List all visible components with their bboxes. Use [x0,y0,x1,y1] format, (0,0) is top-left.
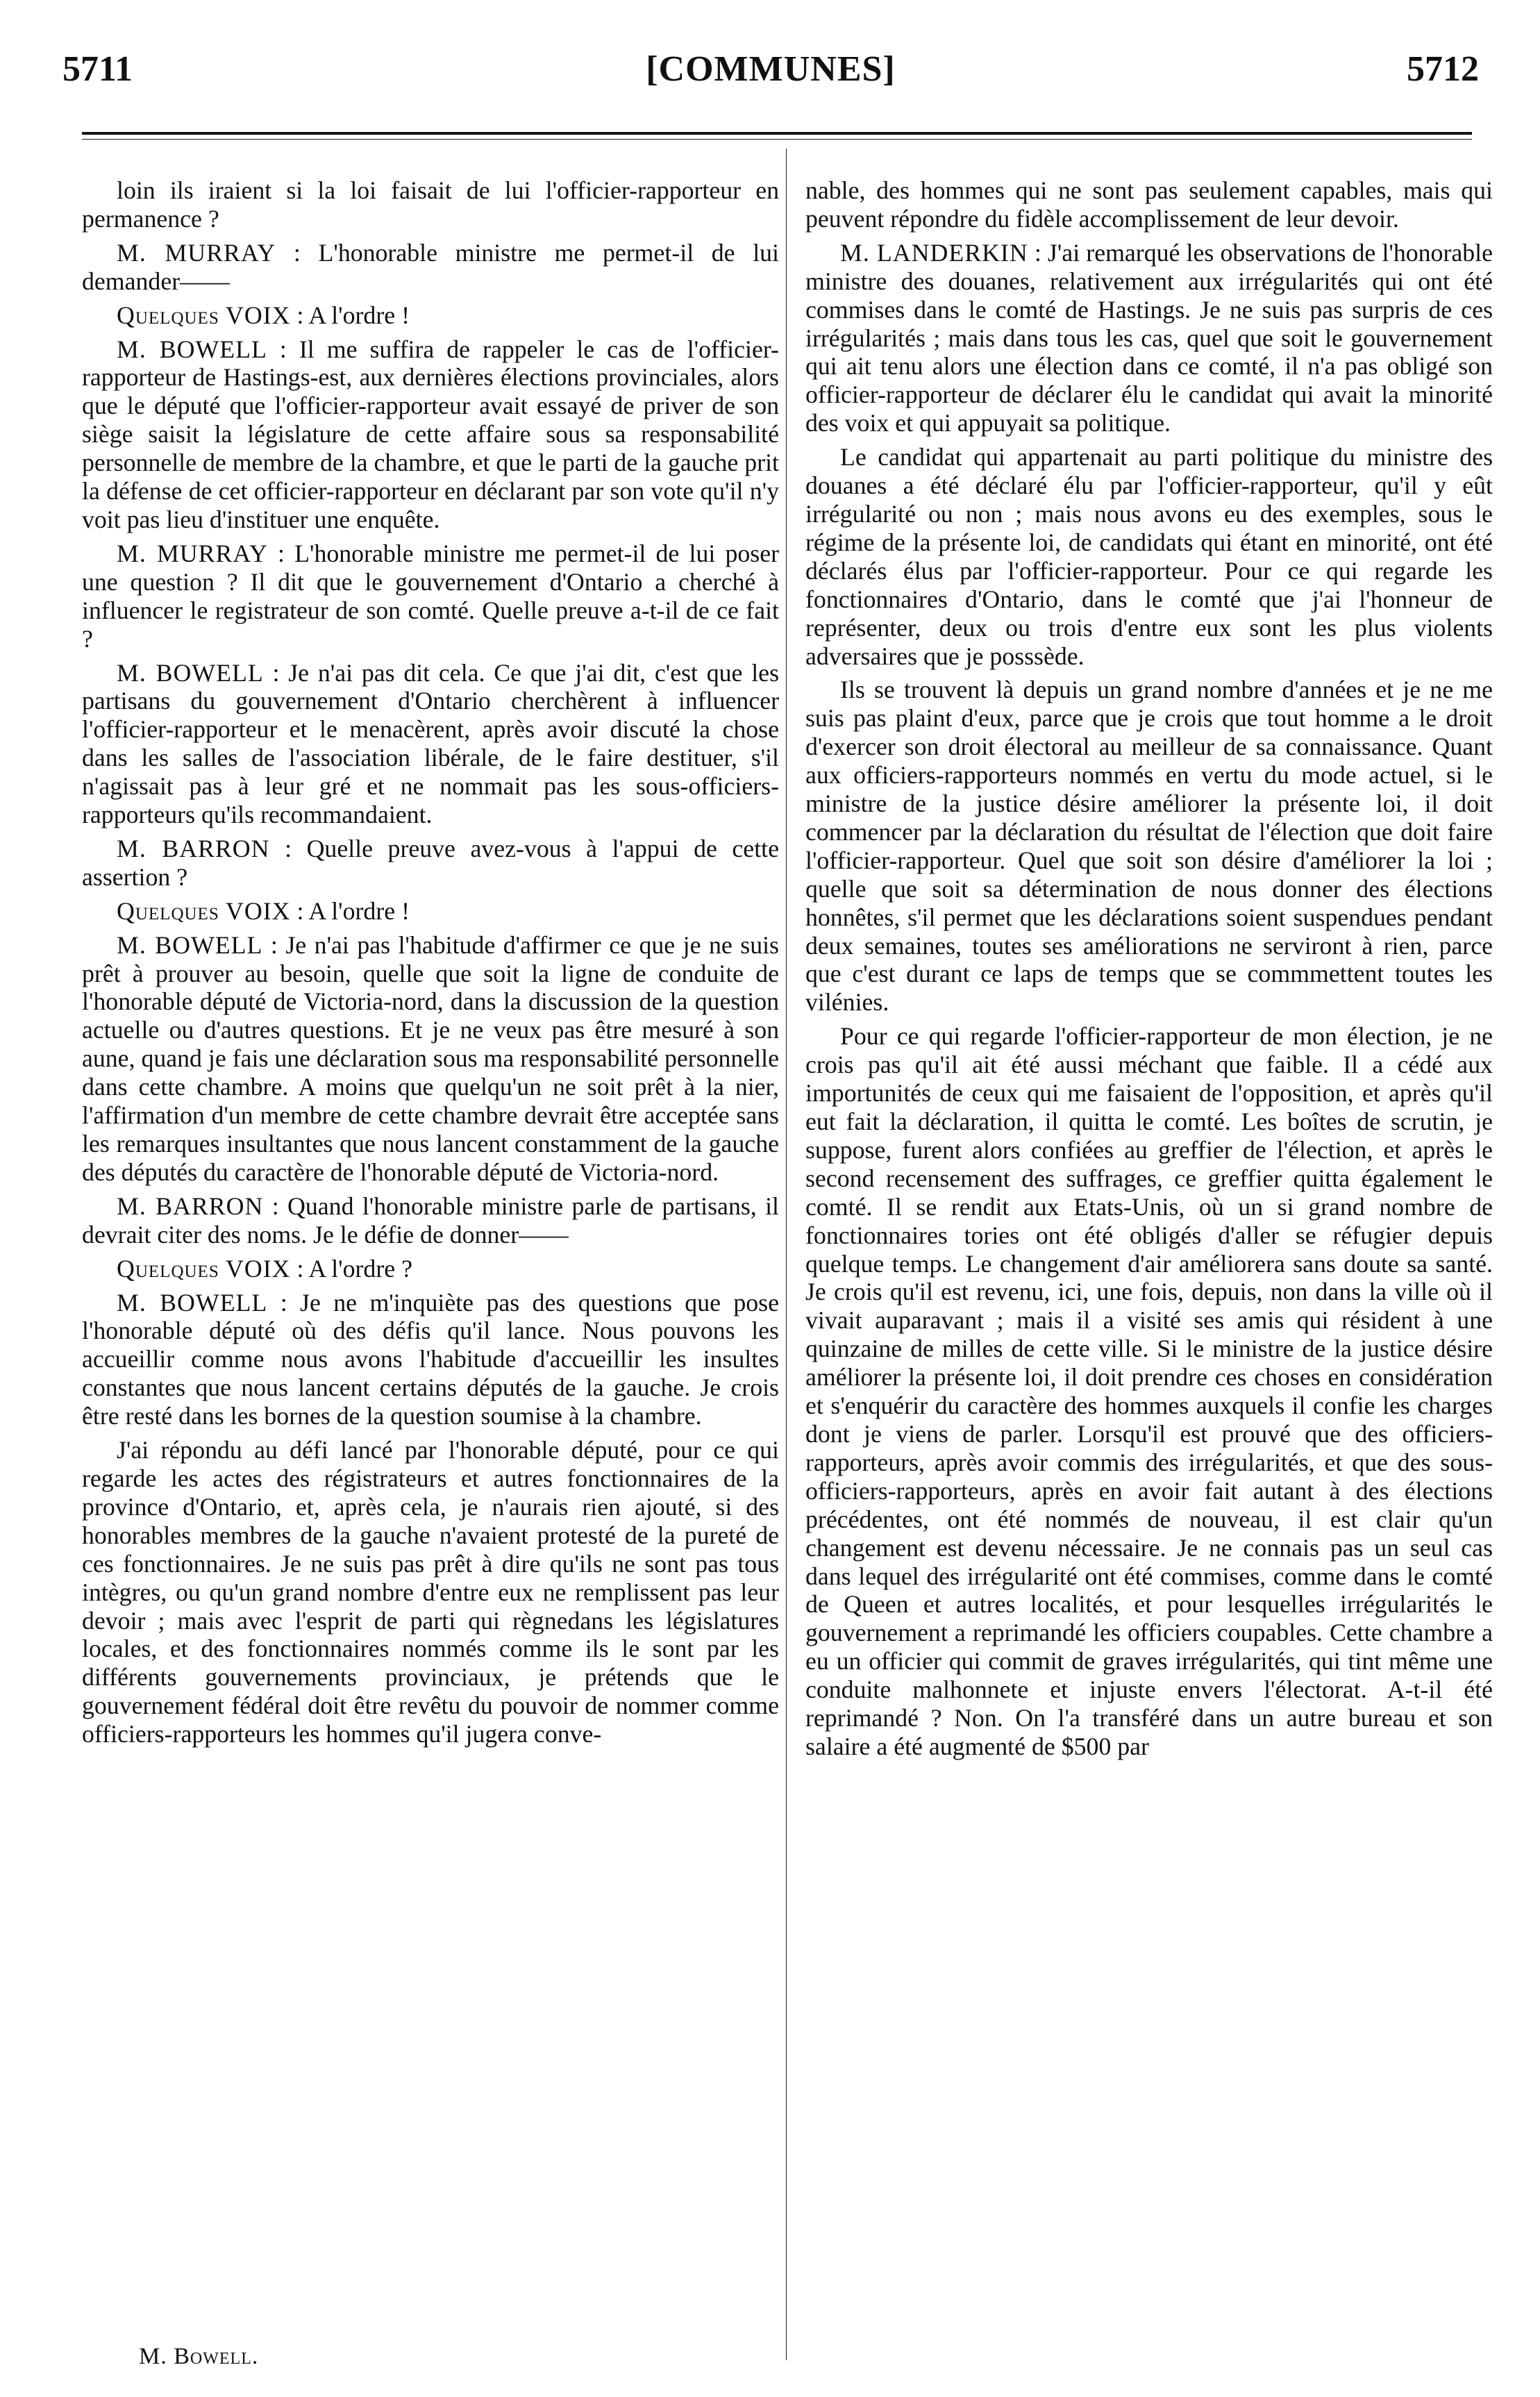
paragraph-text: Ils se trouvent là depuis un grand nombre d'années et je ne me suis pas plaint d'eux, parce que je crois que tout homme a le droit d'exercer son droit électoral au meilleur de sa connaissance. Quant aux officiers-rapporteurs nommés en vertu du mode actuel, si le ministre de la justice désire améliorer la présente loi, il doit commencer par la déclaration du résultat de l'élection que doit faire l'officier-rapporteur. Quel que soit son désire d'améliorer la loi ; quelle que soit sa détermination de nous donner des élections honnêtes, s'il permet que les déclarations soient suspendues pendant deux semaines, toutes ses améliorations ne serviront à rien, parce que c'est durant ce laps de temps que se commmettent toutes les vilénies. [805,676,1493,1017]
speaker-name: M. MURRAY [117,539,268,567]
page-header [62,49,1479,97]
speaker-name: M. MURRAY [117,238,276,267]
paragraph [805,676,1493,1017]
paragraph-text: A l'ordre ! [308,896,410,925]
paragraph: M. LANDERKIN : J'ai remarqué les observations de l'honorable ministre des douanes, relativement aux irrégularités qui ont été commises dans le comté de Hastings. Je ne suis pas surpris de ces irrégularités ; mais dans tous les cas, quel que soit le gouvernement qui ait tenu alors une élection dans ce comté, il n'a pas obligé son officier-rapporteur de déclarer élu le candidat qui avait la minorité des voix et qui appuyait sa politique. [805,238,1493,437]
paragraph: M. MURRAY : L'honorable ministre me permet-il de lui poser une question ? Il dit que le gouvernement d'Ontario a cherché à influencer le registrateur de son comté. Quelle preuve a-t-il de ce fait ? [82,539,779,653]
paragraph: M. BOWELL : Je n'ai pas dit cela. Ce que j'ai dit, c'est que les partisans du gouvernement d'Ontario cherchèrent à influencer l'officier-rapporteur et le menacèrent, après avoir discuté la chose dans les salles de l'association libérale, de le faire destituer, s'il n'agissait pas à leur gré et ne nommait pas les sous-officiers-rapporteurs qu'ils recommandaient. [82,658,779,829]
paragraph: M. BOWELL : Je ne m'inquiète pas des questions que pose l'honorable député où des défis qu'il lance. Nous pouvons les accueillir comme nous avons l'habitude d'accueillir les insultes constantes que nous lancent certains députés de la gauche. Je crois être resté dans les bornes de la question soumise à la chambre. [82,1288,779,1430]
speaker-name: M. LANDERKIN [840,238,1028,267]
paragraph-text: nable, des hommes qui ne sont pas seulement capables, mais qui peuvent répondre du fidèle accomplissement de leur devoir. [805,176,1493,233]
paragraph-text: L'honorable ministre me permet-il de lui poser une question ? Il dit que le gouvernement d'Ontario a cherché à influencer le registrateur de son comté. Quelle preuve a-t-il de ce fait ? [82,539,779,653]
page-number-right: 5712 [1407,49,1479,89]
paragraph-text: Quand l'honorable ministre parle de partisans, il devrait citer des noms. Je le défie de donner—— [82,1192,779,1248]
paragraph-text: Je n'ai pas l'habitude d'affirmer ce que je ne suis prêt à prouver au besoin, quelle que soit la ligne de conduite de l'honorable député de Victoria-nord, dans la discussion de la question actuelle ou d'autres questions. Et je ne veux pas être mesuré à son aune, quand je fais une déclaration sous ma responsabilité personnelle dans cette chambre. A moins que quelqu'un ne soit prêt à la nier, l'affirmation d'un membre de cette chambre devrait être acceptée sans les remarques insultantes que nous lancent constamment de la gauche des députés du caractère de l'honorable député de Victoria-nord. [82,930,779,1186]
speaker-name: Quelques VOIX [117,896,291,925]
speaker-name: M. BARRON [117,834,270,862]
paragraph [82,176,779,233]
paragraph [805,176,1493,233]
left-column [82,176,779,1754]
speaker-name: M. BOWELL [117,658,264,687]
paragraph-text: loin ils iraient si la loi faisait de lui l'officier-rapporteur en permanence ? [82,176,779,233]
paragraph: M. BARRON : Quelle preuve avez-vous à l'appui de cette assertion ? [82,834,779,891]
paragraph [805,1022,1493,1761]
speaker-name: Quelques VOIX [117,1254,291,1283]
speaker-name: Quelques VOIX [117,301,291,329]
paragraph: M. BOWELL : Il me suffira de rappeler le cas de l'officier-rapporteur de Hastings-est, aux dernières élections provinciales, alors que le député que l'officier-rapporteur avait essayé de priver de son siège saisit la législature de cette affaire sous sa responsabilité personnelle de membre de la chambre, et que le parti de la gauche prit la défense de cet officier-rapporteur en déclarant par son vote qu'il n'y voit pas lieu d'instituer une enquête. [82,335,779,533]
page-number-left: 5711 [62,49,133,89]
paragraph-text: Je n'ai pas dit cela. Ce que j'ai dit, c'est que les partisans du gouvernement d'Ontario cherchèrent à influencer l'officier-rapporteur et le menacèrent, après avoir discuté la chose dans les salles de l'association libérale, de le faire destituer, s'il n'agissait pas à leur gré et ne nommait pas les sous-officiers-rapporteurs qu'ils recommandaient. [82,658,779,829]
paragraph-text: Quelle preuve avez-vous à l'appui de cette assertion ? [82,834,779,891]
paragraph-text: A l'ordre ! [308,301,410,329]
paragraph-text: L'honorable ministre me permet-il de lui demander—— [82,238,779,295]
speaker-name: M. BOWELL [117,335,267,363]
paragraph-text: Je ne m'inquiète pas des questions que pose l'honorable député où des défis qu'il lance. Nous pouvons les accueillir comme nous avons l'habitude d'accueillir les insultes constantes que nous lancent certains députés de la gauche. Je crois être resté dans les bornes de la question soumise à la chambre. [82,1288,779,1430]
header-rule-thick [82,132,1472,135]
paragraph-text: Il me suffira de rappeler le cas de l'officier-rapporteur de Hastings-est, aux dernières élections provinciales, alors que le député que l'officier-rapporteur avait essayé de priver de son siège saisit la législature de cette affaire sous sa responsabilité personnelle de membre de la chambre, et que le parti de la gauche prit la défense de cet officier-rapporteur en déclarant par son vote qu'il n'y voit pas lieu d'instituer une enquête. [82,335,779,533]
footer-running-name: M. Bowell. [139,2344,259,2369]
paragraph: M. BARRON : Quand l'honorable ministre parle de partisans, il devrait citer des noms. Je le défie de donner—— [82,1192,779,1248]
paragraph-text: Le candidat qui appartenait au parti politique du ministre des douanes a été déclaré élu par l'officier-rapporteur, qu'il y eût irrégularité ou non ; mais nous avons eu des exemples, sous le régime de la présente loi, de candidats qui étant en minorité, ont été déclarés élus par l'officier-rapporteur. Pour ce qui regarde les fonctionnaires d'Ontario, dans le comté que j'ai l'honneur de représenter, deux ou trois d'entre eux sont les plus violents adversaires que je posssède. [805,443,1493,670]
paragraph-text: J'ai remarqué les observations de l'honorable ministre des douanes, relativement aux irrégularités qui ont été commises dans le comté de Hastings. Je ne suis pas surpris de ces irrégularités ; mais dans tous les cas, quel que soit le gouvernement qui ait tenu alors une élection dans ce comté, il n'a pas obligé son officier-rapporteur de déclarer élu le candidat qui avait la minorité des voix et qui appuyait sa politique. [805,238,1493,437]
paragraph: M. MURRAY : L'honorable ministre me permet-il de lui demander—— [82,238,779,295]
paragraph-text: Pour ce qui regarde l'officier-rapporteur de mon élection, je ne crois pas qu'il ait été aussi méchant que faible. Il a cédé aux importunités de ceux qui me faisaient de l'opposition, et après qu'il eut fait la déclaration, il quitta le comté. Les boîtes de scrutin, je suppose, furent alors confiées au greffier de l'élection, et après le second recensement des suffrages, ce greffier quitta également le comté. Il se rendit aux Etats-Unis, où un si grand nombre de fonctionnaires tories ont été obligés d'aller se réfugier depuis quelque temps. Le changement d'air améliorera sans doute sa santé. Je crois qu'il est revenu, ici, une fois, depuis, non dans la ville où il vivait auparavant ; mais il a visité ses amis qui résident à une quinzaine de milles de cette ville. Si le ministre de la justice désire améliorer la présente loi, il doit prendre ces choses en considération et s'enquérir du caractère des hommes auxquels il confie les charges dont je viens de parler. Lorsqu'il est prouvé que des officiers-rapporteurs, après avoir commis des irrégularités, et que des sous-officiers-rapporteurs, après en avoir fait autant à des élections précédentes, ont été nommés de nouveau, il est clair qu'un changement est devenu nécessaire. Je ne connais pas un seul cas dans lequel des irrégularité ont été commises, comme dans le comté de Queen et autres localités, et pour lesquelles irrégularités le gouvernement a reprimandé les officiers coupables. Cette chambre a eu un officier qui commit de graves irrégularités, qui tint même une conduite malhonnete et injuste envers l'électorat. A-t-il été reprimandé ? Non. On l'a transféré dans un autre bureau et son salaire a été augmenté de $500 par [805,1022,1493,1760]
running-head: [COMMUNES] [646,49,896,89]
column-divider [786,149,787,2360]
paragraph [82,1436,779,1748]
speaker-name: M. BOWELL [117,1288,268,1317]
paragraph: M. BOWELL : Je n'ai pas l'habitude d'affirmer ce que je ne suis prêt à prouver au besoin, quelle que soit la ligne de conduite de l'honorable député de Victoria-nord, dans la discussion de la question actuelle ou d'autres questions. Et je ne veux pas être mesuré à son aune, quand je fais une déclaration sous ma responsabilité personnelle dans cette chambre. A moins que quelqu'un ne soit prêt à la nier, l'affirmation d'un membre de cette chambre devrait être acceptée sans les remarques insultantes que nous lancent constamment de la gauche des députés du caractère de l'honorable député de Victoria-nord. [82,930,779,1186]
right-column [805,176,1493,1767]
paragraph-text: A l'ordre ? [308,1254,412,1283]
paragraph-text: J'ai répondu au défi lancé par l'honorable député, pour ce qui regarde les actes des régistrateurs et autres fonctionnaires de la province d'Ontario, et, après cela, je n'aurais rien ajouté, si des honorables membres de la gauche n'avaient protesté de la pureté de ces fonctionnaires. Je ne suis pas prêt à dire qu'ils ne sont pas tous intègres, ou qu'un grand nombre d'entre eux ne remplissent pas leur devoir ; mais avec l'esprit de parti qui règnedans les législatures locales, et des fonctionnaires nommés comme ils le sont par les différents gouvernements provinciaux, je prétends que le gouvernement fédéral doit être revêtu du pouvoir de nommer comme officiers-rapporteurs les hommes qu'il jugera conve- [82,1436,779,1748]
speaker-name: M. BOWELL [117,930,263,959]
paragraph: Quelques VOIX : A l'ordre ? [117,1254,412,1283]
paragraph [805,443,1493,670]
paragraph: Quelques VOIX : A l'ordre ! [117,301,410,329]
paragraph: Quelques VOIX : A l'ordre ! [117,896,410,925]
header-rule-thin [82,139,1472,140]
speaker-name: M. BARRON [117,1192,264,1220]
